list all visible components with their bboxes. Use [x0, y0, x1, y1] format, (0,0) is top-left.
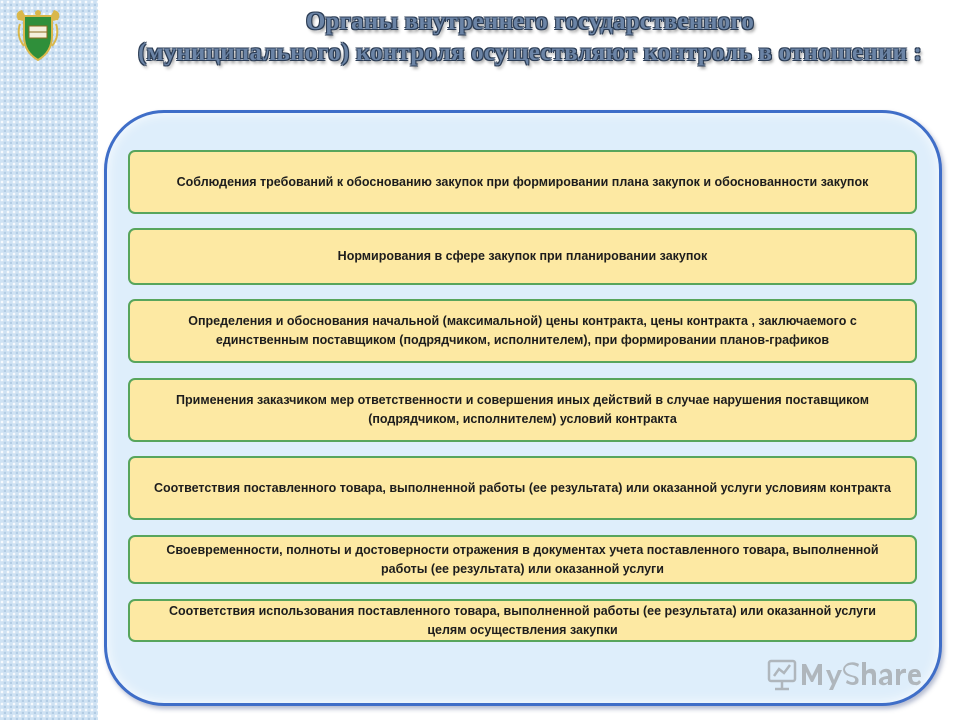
- control-item-box: [128, 378, 917, 442]
- slide-title-line-2: (муниципального) контроля осуществляют контроль в отношении :: [137, 39, 923, 66]
- slide-title: [100, 6, 960, 68]
- control-item-text: Соответствия использования поставленного товара, выполненной работы (ее результата) или оказанной услуги целям осуществления закупки: [169, 603, 876, 637]
- slide-title-line-1: Органы внутреннего государственного: [305, 8, 755, 35]
- control-item-text: Соблюдения требований к обоснованию закупок при формировании плана закупок и обоснованности закупок: [176, 174, 869, 189]
- control-item-text: Применения заказчиком мер ответственности и совершения иных действий в случае нарушения поставщиком (подрядчиком, исполнителем) условий контракта: [176, 393, 869, 426]
- left-decorative-strip: [0, 0, 98, 720]
- myshared-logo-wordmark: [802, 662, 921, 690]
- control-item-box: [128, 299, 917, 363]
- control-item-box: [128, 228, 917, 285]
- control-item-box: [128, 150, 917, 214]
- control-item-box: [128, 599, 917, 642]
- control-item-text: Соответствия поставленного товара, выполненной работы (ее результата) или оказанной услуги условиям контракта: [153, 480, 891, 495]
- presentation-board-icon: [769, 661, 795, 689]
- control-item-box: [128, 456, 917, 520]
- control-item-text: Нормирования в сфере закупок при планировании закупок: [337, 249, 708, 263]
- control-item-text: Своевременности, полноты и достоверности отражения в документах учета поставленного товара, выполненной работы (ее результата) или оказанной услуги: [166, 542, 879, 576]
- control-item-text: Определения и обоснования начальной (максимальной) цены контракта, цены контракта , заключаемого с единственным поставщиком (подрядчиком, исполнителем), при формировании планов-графиков: [188, 314, 857, 347]
- myshared-watermark: [766, 656, 926, 692]
- control-item-box: [128, 535, 917, 584]
- coat-of-arms-icon: [12, 6, 64, 64]
